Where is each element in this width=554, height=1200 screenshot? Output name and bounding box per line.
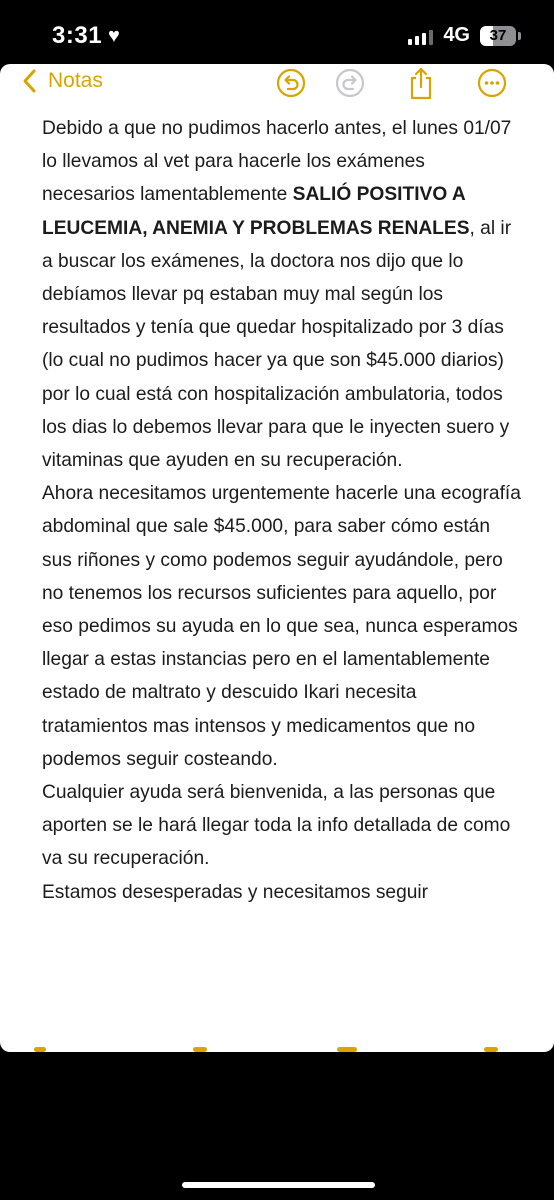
back-label: Notas bbox=[48, 69, 103, 92]
note-paragraph: Debido a que no pudimos hacerlo antes, el lunes 01/07 lo llevamos al vet para hacerle los exámenes necesarios lamentablemente SALIÓ POSITIVO A LEUCEMIA, ANEMIA Y PROBLEMAS RENALES, al ir a buscar los exámenes, la doctora nos dijo que lo debíamos llevar pq estaban muy mal según los resultados y tenía que quedar hospitalizado por 3 días (lo cual no pudimos hacer ya que son $45.000 diarios) por lo cual está con hospitalización ambulatoria, todos los dias lo debemos llevar para que le inyecten suero y vitaminas que ayuden en su recuperación. bbox=[42, 118, 512, 472]
note-text-area[interactable] bbox=[42, 112, 522, 909]
battery-icon bbox=[480, 26, 516, 46]
undo-icon[interactable] bbox=[276, 68, 306, 98]
note-screen bbox=[0, 64, 554, 1052]
back-button[interactable] bbox=[20, 68, 103, 94]
compose-icon[interactable] bbox=[484, 1047, 498, 1052]
status-indicators bbox=[408, 24, 516, 47]
camera-icon[interactable] bbox=[193, 1047, 207, 1052]
bottom-toolbar bbox=[0, 1046, 554, 1052]
battery-level: 37 bbox=[489, 27, 507, 44]
checklist-icon[interactable] bbox=[34, 1047, 46, 1052]
markup-icon[interactable] bbox=[337, 1047, 357, 1052]
nav-bar bbox=[0, 64, 554, 114]
note-paragraph: Cualquier ayuda será bienvenida, a las personas que aporten se le hará llegar toda la info detallada de como va su recuperación. bbox=[42, 782, 511, 870]
status-time bbox=[52, 22, 120, 50]
network-type: 4G bbox=[443, 24, 470, 46]
heart-icon: ♥ bbox=[108, 25, 121, 47]
status-bar bbox=[0, 0, 554, 70]
share-icon[interactable] bbox=[406, 66, 436, 100]
time-label: 3:31 bbox=[52, 22, 103, 49]
note-bold-text: SALIÓ POSITIVO A LEUCEMIA, ANEMIA Y PROBLEMAS RENALES bbox=[42, 184, 470, 239]
chevron-left-icon bbox=[20, 68, 40, 94]
cellular-signal-icon bbox=[408, 27, 433, 45]
redo-icon[interactable] bbox=[335, 68, 365, 98]
home-indicator[interactable] bbox=[182, 1182, 375, 1188]
note-paragraph: Ahora necesitamos urgentemente hacerle una ecografía abdominal que sale $45.000, para saber cómo están sus riñones y como podemos seguir ayudándole, pero no tenemos los recursos suficientes para aquello, por eso pedimos su ayuda en lo que sea, nunca esperamos llegar a estas instancias pero en el lamentablemente estado de maltrato y descuido Ikari necesita tratamientos mas intensos y medicamentos que no podemos seguir costeando. bbox=[42, 483, 521, 770]
more-icon[interactable] bbox=[477, 68, 507, 98]
note-paragraph: Estamos desesperadas y necesitamos seguir bbox=[42, 881, 429, 903]
